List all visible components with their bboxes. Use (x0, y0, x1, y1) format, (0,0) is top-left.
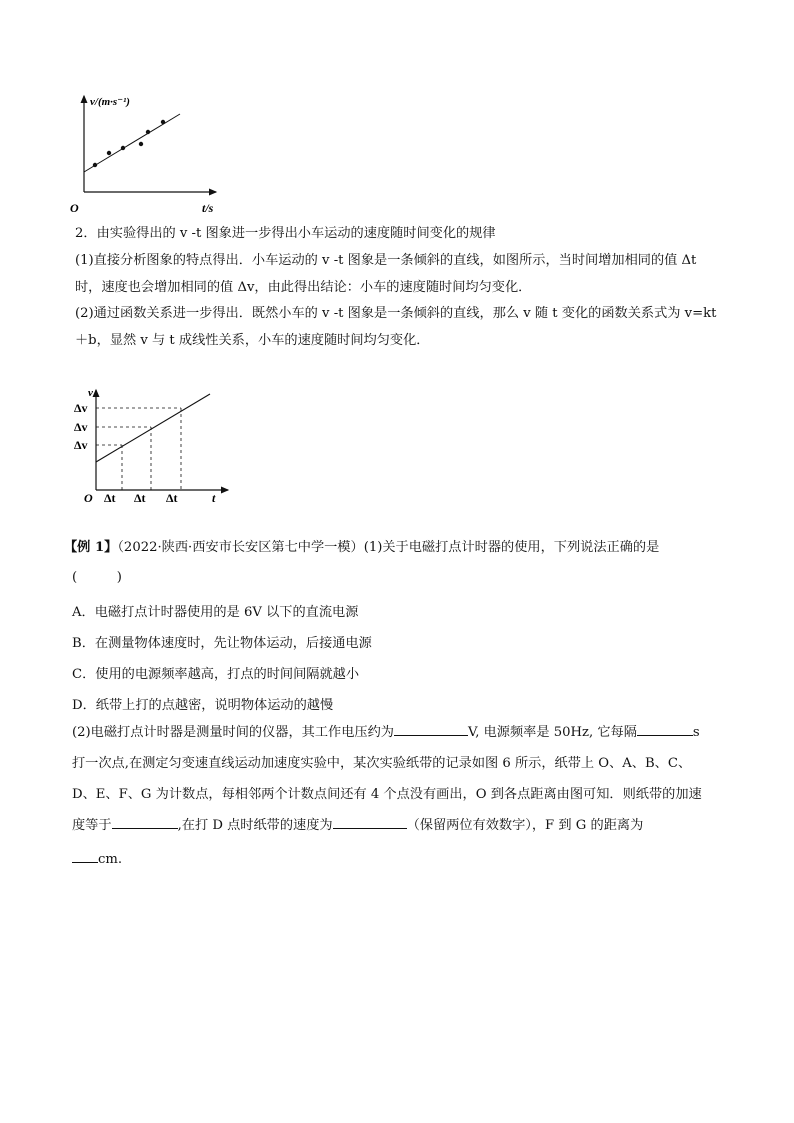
acceleration-blank[interactable] (112, 814, 178, 829)
example-question-1 (64, 534, 659, 561)
dv-label: Δv (74, 401, 88, 415)
voltage-blank[interactable] (394, 721, 468, 736)
q2-text: ,在打 D 点时纸带的速度为 (177, 818, 333, 833)
paragraph-2-line-2: ＋b，显然 v 与 t 成线性关系，小车的速度随时间均匀变化． (75, 333, 430, 348)
data-point (93, 163, 97, 167)
question-2-line-1 (72, 719, 700, 746)
x-axis-label: t/s (202, 201, 214, 215)
dt-label: Δt (134, 491, 146, 504)
velocity-blank[interactable] (333, 814, 407, 829)
x-axis-label: t (212, 491, 216, 504)
question-2-line-5 (72, 846, 122, 873)
answer-paren: ( ) (72, 570, 122, 585)
q2-text: 度等于 (72, 818, 112, 833)
paragraph-1-line-2: 时，速度也会增加相同的值 Δv，由此得出结论：小车的速度随时间均匀变化． (75, 280, 532, 295)
example-tag: 【例 1】 (64, 540, 118, 555)
q2-text: s (692, 725, 700, 740)
data-point (139, 142, 143, 146)
paragraph-1-line-1: (1)直接分析图象的特点得出．小车运动的 v -t 图象是一条倾斜的直线，如图所示，当时间增加相同的值 Δt (75, 253, 697, 268)
y-axis-label: v/(m·s⁻¹) (90, 96, 130, 108)
data-point (146, 130, 150, 134)
option-a: A．电磁打点计时器使用的是 6V 以下的直流电源 (72, 605, 359, 620)
dt-label: Δt (166, 491, 178, 504)
data-point (161, 120, 165, 124)
data-point (107, 151, 111, 155)
data-point (121, 146, 125, 150)
option-c: C．使用的电源频率越高，打点的时间间隔就越小 (72, 667, 360, 682)
origin-label: O (70, 201, 79, 215)
fit-line (84, 114, 180, 172)
question-1-text: (1)关于电磁打点计时器的使用，下列说法正确的是 (363, 540, 660, 555)
section-heading: 2．由实验得出的 v -t 图象进一步得出小车运动的速度随时间变化的规律 (75, 226, 496, 241)
q2-text: V, 电源频率是 50Hz, 它每隔 (468, 725, 637, 740)
velocity-line (96, 394, 210, 462)
dv-label: Δv (74, 438, 88, 452)
example-source: （2022·陕西·西安市长安区第七中学一模） (117, 540, 364, 555)
option-b: B．在测量物体速度时，先让物体运动，后接通电源 (72, 636, 372, 651)
delta-vt-figure (72, 384, 232, 504)
option-d: D．纸带上打的点越密，说明物体运动的越慢 (72, 698, 334, 713)
q2-text: cm. (98, 852, 123, 867)
interval-blank[interactable] (637, 721, 693, 736)
question-2-line-4 (72, 812, 643, 839)
origin-label: O (84, 491, 93, 504)
question-2-line-2: 打一次点,在测定匀变速直线运动加速度实验中，某次实验纸带的记录如图 6 所示，纸带上 O、A、B、C、 (72, 756, 692, 771)
question-2-line-3: D、E、F、G 为计数点，每相邻两个计数点间还有 4 个点没有画出，O 到各点距离由图可知．则纸带的加速 (72, 787, 702, 802)
q2-text: (2)电磁打点计时器是测量时间的仪器，其工作电压约为 (72, 725, 394, 740)
paragraph-2-line-1: (2)通过函数关系进一步得出．既然小车的 v -t 图象是一条倾斜的直线，那么 v 随 t 变化的函数关系式为 v=kt (75, 306, 717, 321)
scatter-vt-figure (66, 88, 226, 218)
dv-label: Δv (74, 420, 88, 434)
q2-text: （保留两位有效数字），F 到 G 的距离为 (406, 818, 644, 833)
y-axis-label: v (88, 387, 93, 399)
distance-blank[interactable] (72, 848, 98, 863)
dt-label: Δt (104, 491, 116, 504)
